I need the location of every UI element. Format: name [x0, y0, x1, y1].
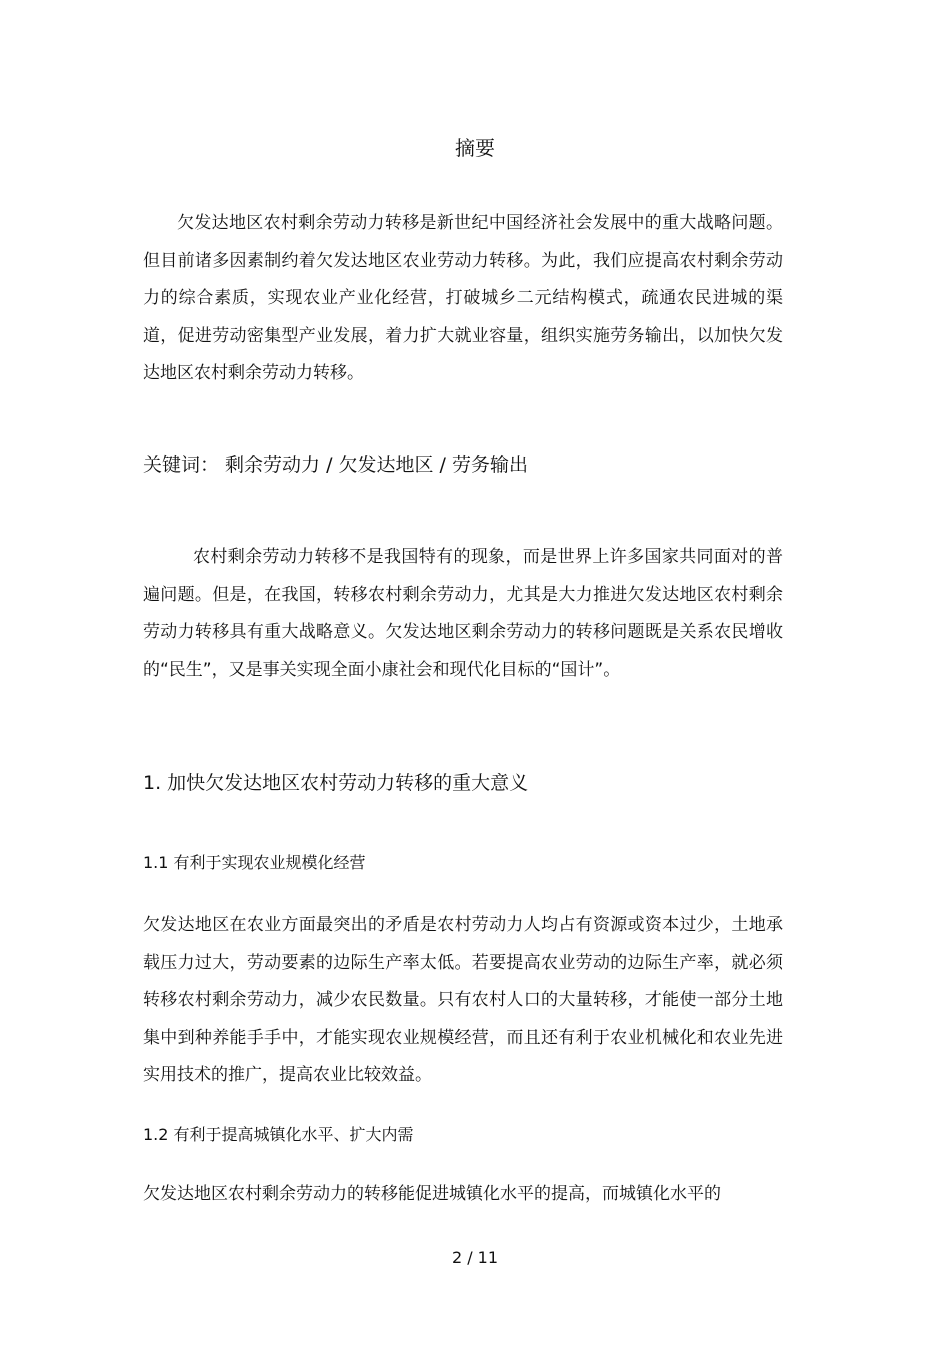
abstract-title: 摘要	[455, 136, 495, 160]
section-1-1-paragraph: 欠发达地区在农业方面最突出的矛盾是农村劳动力人均占有资源或资本过少，土地承载压力过大，劳动要素的边际生产率太低。若要提高农业劳动的边际生产率，就必须转移农村剩余劳动力，减少农民数量。只有农村人口的大量转移，才能使一部分土地集中到种养能手手中，才能实现农业规模经营，而且还有利于农业机械化和农业先进实用技术的推广，提高农业比较效益。	[143, 915, 783, 1085]
section-1-heading: 1. 加快欠发达地区农村劳动力转移的重大意义	[143, 772, 529, 794]
page-number: 2 / 11	[451, 1248, 499, 1267]
section-1-2-paragraph: 欠发达地区农村剩余劳动力的转移能促进城镇化水平的提高，而城镇化水平的	[143, 1184, 721, 1204]
section-1-2-heading: 1.2 有利于提高城镇化水平、扩大内需	[143, 1125, 414, 1144]
section-1-1-heading: 1.1 有利于实现农业规模化经营	[143, 853, 366, 872]
intro-paragraph: 农村剩余劳动力转移不是我国特有的现象，而是世界上许多国家共同面对的普遍问题。但是，在我国，转移农村剩余劳动力，尤其是大力推进欠发达地区农村剩余劳动力转移具有重大战略意义。欠发达地区剩余劳动力的转移问题既是关系农民增收的“民生”，又是事关实现全面小康社会和现代化目标的“国计”。	[143, 547, 783, 680]
keywords-line: 关键词： 剩余劳动力 / 欠发达地区 / 劳务输出	[143, 454, 529, 476]
abstract-paragraph: 欠发达地区农村剩余劳动力转移是新世纪中国经济社会发展中的重大战略问题。但目前诸多因素制约着欠发达地区农业劳动力转移。为此，我们应提高农村剩余劳动力的综合素质，实现农业产业化经营，打破城乡二元结构模式，疏通农民进城的渠道，促进劳动密集型产业发展，着力扩大就业容量，组织实施劳务输出，以加快欠发达地区农村剩余劳动力转移。	[143, 213, 783, 383]
